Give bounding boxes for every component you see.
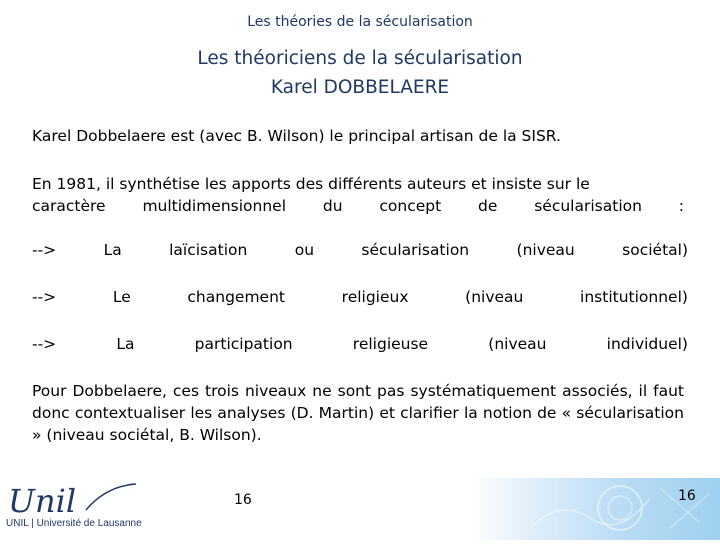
dimension-word: institutionnel): [580, 288, 688, 306]
dimension-word: (niveau: [516, 241, 575, 259]
logo-caption: UNIL | Université de Lausanne: [6, 518, 142, 529]
dimension-word: religieuse: [352, 335, 429, 353]
paragraph-synthesis-line2: caractère multidimensionnel du concept de sécularisation :: [32, 197, 684, 215]
arrow-text: -->: [32, 288, 57, 306]
dimension-word: ou: [294, 241, 315, 259]
header-title: Les théories de la sécularisation: [247, 14, 473, 30]
dimension-word: sociétal): [622, 241, 688, 259]
unil-logo-icon: [6, 480, 176, 520]
page-number-right: 16: [678, 488, 696, 504]
dimension-row: [32, 241, 688, 263]
dimension-word: participation: [194, 335, 293, 353]
page-number-left: 16: [234, 492, 252, 508]
unil-logo: [6, 480, 176, 538]
dimension-article: Le: [112, 288, 131, 306]
paragraph-synthesis: [32, 173, 684, 217]
arrow-text: -->: [32, 335, 57, 353]
dimension-row: [32, 288, 688, 310]
footer: [0, 478, 720, 540]
slide-title-line2: Karel DOBBELAERE: [270, 77, 450, 98]
slide-title-line1: Les théoriciens de la sécularisation: [197, 48, 523, 69]
dimension-word: religieux: [341, 288, 409, 306]
logo-wordmark: Unil: [8, 482, 77, 520]
dimension-word: individuel): [606, 335, 688, 353]
arrow-text: -->: [32, 241, 57, 259]
dimension-word: (niveau: [465, 288, 524, 306]
paragraph-synthesis-line1: En 1981, il synthétise les apports des différents auteurs et insiste sur le: [32, 175, 590, 193]
dimension-article: La: [116, 335, 135, 353]
paragraph-intro: Karel Dobbelaere est (avec B. Wilson) le principal artisan de la SISR.: [32, 127, 561, 145]
dimension-word: laïcisation: [169, 241, 248, 259]
dimension-row: [32, 335, 688, 357]
dimension-word: changement: [187, 288, 285, 306]
slide-title: [0, 44, 720, 102]
dimension-word: sécularisation: [361, 241, 470, 259]
paragraph-conclusion: Pour Dobbelaere, ces trois niveaux ne sont pas systématiquement associés, il faut donc contextualiser les analyses (D. Martin) et clarifier la notion de « sécularisation » (niveau sociétal, B. Wilson).: [32, 382, 684, 444]
dimension-article: La: [103, 241, 122, 259]
dimension-word: (niveau: [488, 335, 547, 353]
